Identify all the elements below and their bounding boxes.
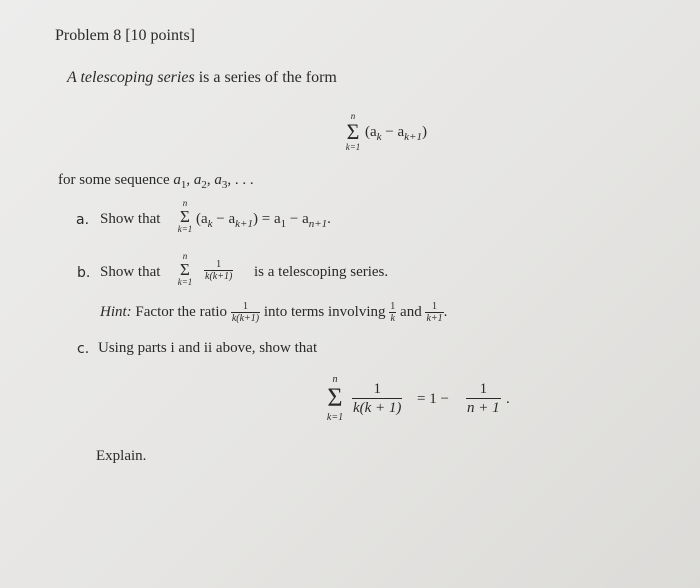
hint-label: Hint: [100, 303, 132, 320]
seq-sub-3: 3 [221, 179, 228, 191]
hint-line [100, 301, 447, 324]
part-b-sigma-block [177, 252, 193, 287]
hint-f1-num: 1 [390, 301, 396, 312]
seq-sub-1: 1 [180, 179, 187, 191]
intro-text [67, 69, 337, 87]
part-c-label: c. [77, 341, 90, 357]
display-sum-sigma-block [343, 112, 363, 152]
part-a-e3: ) = a [252, 211, 281, 227]
display-sum-lower: k=1 [345, 142, 361, 152]
part-a-label: a. [76, 212, 90, 228]
part-a-sigma-block [177, 199, 193, 234]
part-a-e4: − a [286, 211, 309, 227]
display-sum-upper: n [350, 111, 356, 121]
part-b-rest: is a telescoping series. [254, 264, 389, 280]
final-lower: k=1 [326, 412, 344, 423]
display-sum-sigma: Σ [346, 119, 360, 144]
part-b-lower: k=1 [177, 277, 193, 287]
term-sub-k: k [376, 131, 382, 143]
hint-and: and [400, 303, 422, 320]
final-lhs-den: k(k + 1) [353, 400, 402, 416]
part-a-sigma: Σ [180, 207, 190, 226]
term-open: (a [365, 124, 377, 140]
hint-text1: Factor the ratio [135, 303, 228, 320]
part-a-upper: n [182, 198, 188, 208]
final-sigma: Σ [327, 383, 343, 412]
hint-frac-den: k(k+1) [231, 313, 260, 324]
final-upper: n [332, 374, 338, 385]
final-rhs-fraction [466, 380, 501, 417]
explain-text: Explain. [96, 448, 147, 464]
display-sum-term [365, 124, 427, 141]
seq-dots: , . . . [227, 172, 254, 188]
problem-title: Problem 8 [10 points] [55, 27, 195, 44]
part-a-text: Show that [100, 211, 161, 227]
part-b-text: Show that [100, 264, 161, 280]
hint-f1-den: k [390, 313, 395, 324]
final-rhs-den: n + 1 [467, 400, 500, 416]
part-a-e2: − a [212, 211, 236, 227]
hint-frac-num: 1 [231, 301, 260, 313]
part-b-upper: n [182, 251, 188, 261]
part-a-e1: (a [196, 211, 208, 227]
part-a-sub-1: 1 [280, 218, 287, 230]
final-rhs-num: 1 [466, 380, 501, 399]
final-end: . [506, 391, 510, 407]
hint-text2: into terms involving [263, 303, 386, 320]
term-sub-k1: k+1 [404, 131, 422, 143]
part-a-sub-k: k [207, 218, 213, 230]
term-close: ) [421, 124, 427, 140]
part-b-label: b. [77, 265, 91, 281]
part-b-sigma: Σ [180, 260, 190, 279]
part-b-fraction [204, 259, 233, 282]
intro-rest: is a series of the form [198, 69, 337, 86]
part-a-sub-n1: n+1 [308, 218, 328, 230]
part-a-expr [196, 211, 331, 228]
hint-f2-den: k+1 [426, 313, 443, 324]
intro-italic: A telescoping series [67, 69, 195, 86]
part-b-frac-den: k(k+1) [205, 271, 233, 282]
part-a-sub-k1: k+1 [235, 218, 253, 230]
hint-end: . [443, 303, 448, 320]
for-sequence-line: for some sequence $a_1$, $a_2$, $a_3$, . . . [58, 172, 254, 191]
part-a-lower: k=1 [177, 224, 193, 234]
part-a-end: . [327, 211, 331, 227]
final-lhs-num: 1 [352, 380, 402, 399]
seq-a3: a [214, 172, 222, 188]
for-sequence-text: for some sequence [58, 172, 170, 188]
term-minus: − a [381, 124, 405, 140]
final-equals: = 1 − [417, 391, 449, 407]
final-lhs-fraction [352, 380, 402, 417]
hint-f2-num: 1 [425, 301, 443, 313]
part-b-frac-num: 1 [204, 259, 233, 271]
seq-sub-2: 2 [201, 179, 207, 191]
part-c-text: Using parts i and ii above, show that [98, 340, 318, 356]
seq-a1: a [173, 172, 181, 188]
final-sigma-block [322, 375, 348, 423]
seq-a2: a [193, 172, 202, 188]
